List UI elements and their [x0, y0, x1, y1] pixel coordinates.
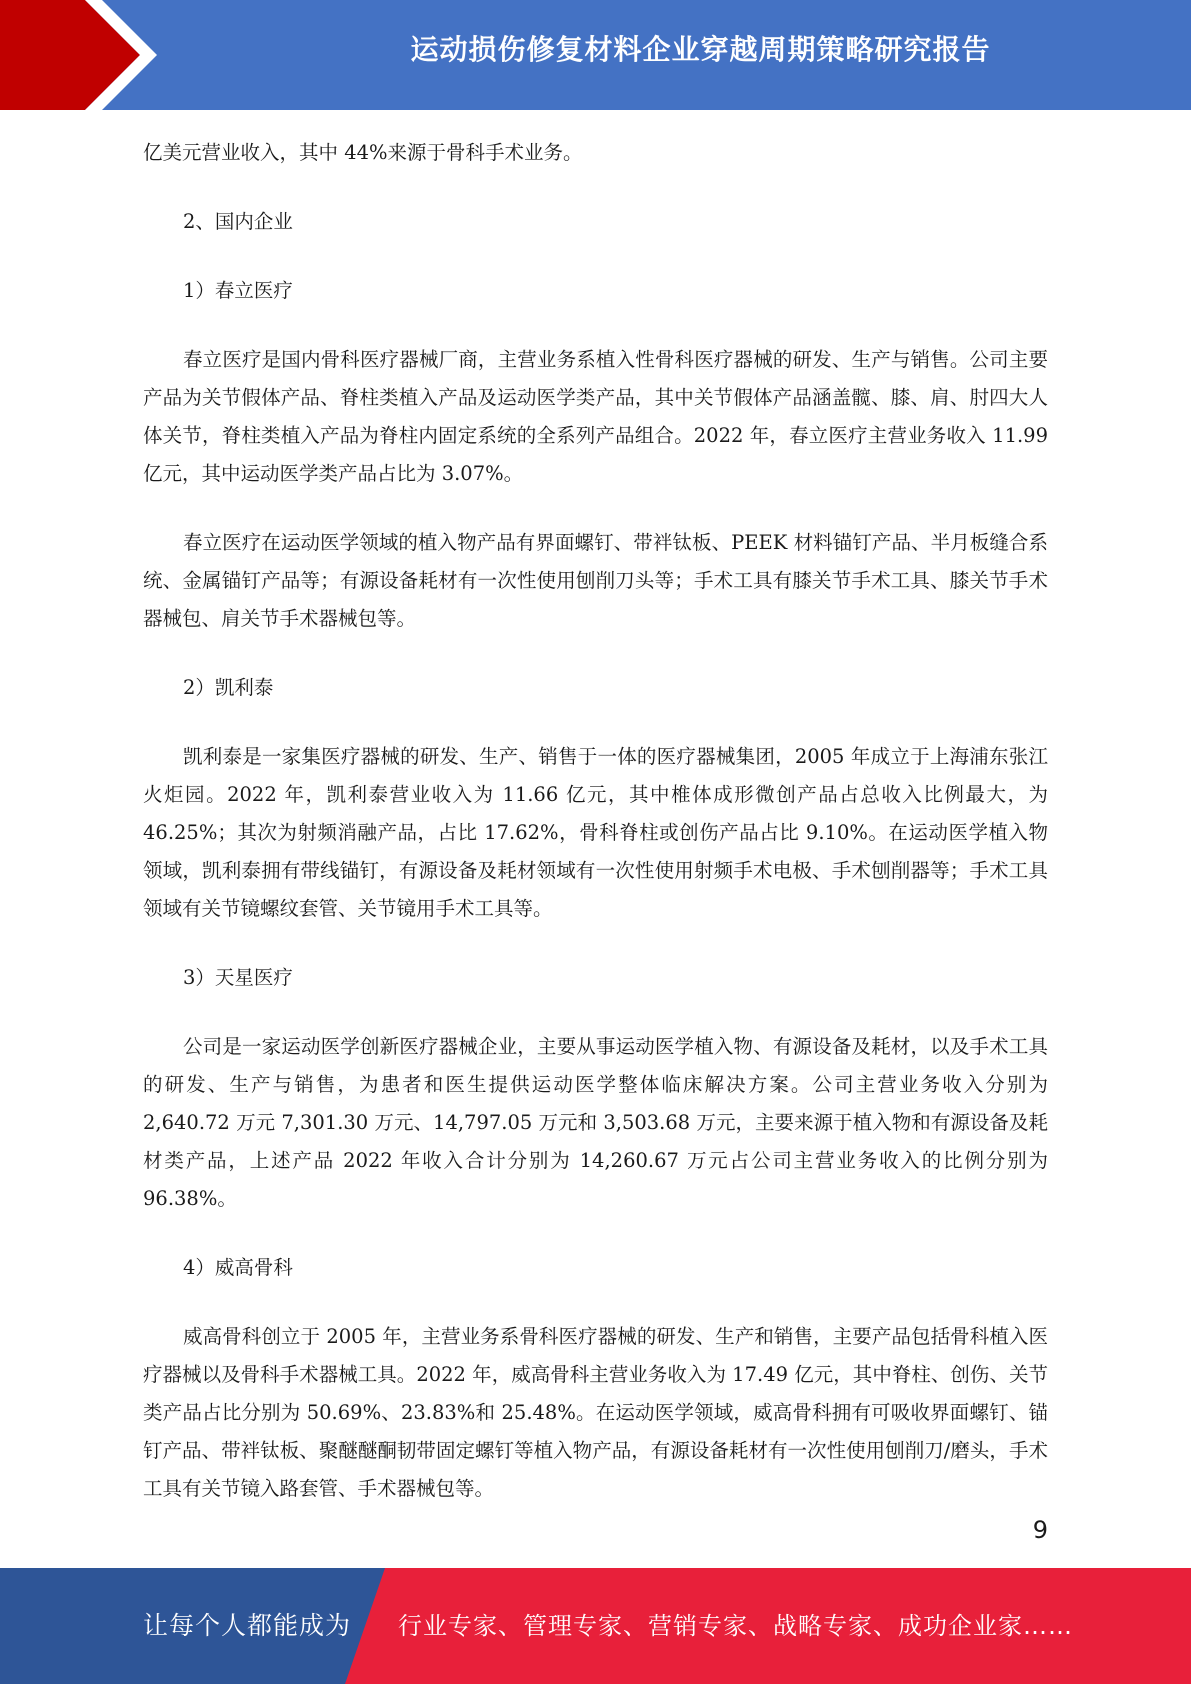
paragraph-weigao: 威高骨科创立于 2005 年，主营业务系骨科医疗器械的研发、生产和销售，主要产品包括骨科植入医疗器械以及骨科手术器械工具。2022 年，威高骨科主营业务收入为 17.49 亿元，其中脊柱、创伤、关节类产品占比分别为 50.69%、23.83%和 25.48%。在运动医学领域，威高骨科拥有可吸收界面螺钉、锚钉产品、带袢钛板、聚醚醚酮韧带固定螺钉等植入物产品，有源设备耗材有一次性使用刨削刀/磨头，手术工具有关节镜入路套管、手术器械包等。: [143, 1325, 1048, 1500]
paragraph-continuation: 亿美元营业收入，其中 44%来源于骨科手术业务。: [143, 141, 583, 164]
paragraph-chunli-products: 春立医疗在运动医学领域的植入物产品有界面螺钉、带袢钛板、PEEK 材料锚钉产品、半月板缝合系统、金属锚钉产品等；有源设备耗材有一次性使用刨削刀头等；手术工具有膝关节手术工具、膝关节手术器械包、肩关节手术器械包等。: [143, 531, 1048, 630]
paragraph-kailitai: 凯利泰是一家集医疗器械的研发、生产、销售于一体的医疗器械集团，2005 年成立于上海浦东张江火炬园。2022 年，凯利泰营业收入为 11.66 亿元，其中椎体成形微创产品占总收入比例最大，为 46.25%；其次为射频消融产品，占比 17.62%，骨科脊柱或创伤产品占比 9.10%。在运动医学植入物领域，凯利泰拥有带线锚钉，有源设备及耗材领域有一次性使用射频手术电极、手术刨削器等；手术工具领域有关节镜螺纹套管、关节镜用手术工具等。: [143, 745, 1048, 920]
subheading-weigao: 4）威高骨科: [183, 1256, 293, 1279]
section-heading-domestic: 2、国内企业: [183, 210, 293, 233]
paragraph-chunli-overview: 春立医疗是国内骨科医疗器械厂商，主营业务系植入性骨科医疗器械的研发、生产与销售。公司主要产品为关节假体产品、脊柱类植入产品及运动医学类产品，其中关节假体产品涵盖髋、膝、肩、肘四大人体关节，脊柱类植入产品为脊柱内固定系统的全系列产品组合。2022 年，春立医疗主营业务收入 11.99 亿元，其中运动医学类产品占比为 3.07%。: [143, 348, 1048, 485]
page-header: [0, 0, 1191, 110]
paragraph-tianxing: 公司是一家运动医学创新医疗器械企业，主要从事运动医学植入物、有源设备及耗材，以及手术工具的研发、生产与销售，为患者和医生提供运动医学整体临床解决方案。公司主营业务收入分别为 2,640.72 万元 7,301.30 万元、14,797.05 万元和 3,503.68 万元，主要来源于植入物和有源设备及耗材类产品，上述产品 2022 年收入合计分别为 14,260.67 万元占公司主营业务收入的比例分别为 96.38%。: [143, 1035, 1048, 1210]
header-arrow-decoration: [0, 0, 160, 110]
subheading-kailitai: 2）凯利泰: [183, 676, 274, 699]
report-title: 运动损伤修复材料企业穿越周期策略研究报告: [410, 33, 991, 66]
footer-slogan-left: 让每个人都能成为: [143, 1611, 352, 1640]
subheading-tianxing: 3）天星医疗: [183, 966, 293, 989]
page-footer: [0, 1568, 1191, 1684]
footer-slogan-right: 行业专家、管理专家、营销专家、战略专家、成功企业家……: [398, 1612, 1073, 1640]
subheading-chunli: 1）春立医疗: [183, 279, 293, 302]
page-number: 9: [1032, 1516, 1048, 1544]
document-body: [143, 134, 1048, 1508]
